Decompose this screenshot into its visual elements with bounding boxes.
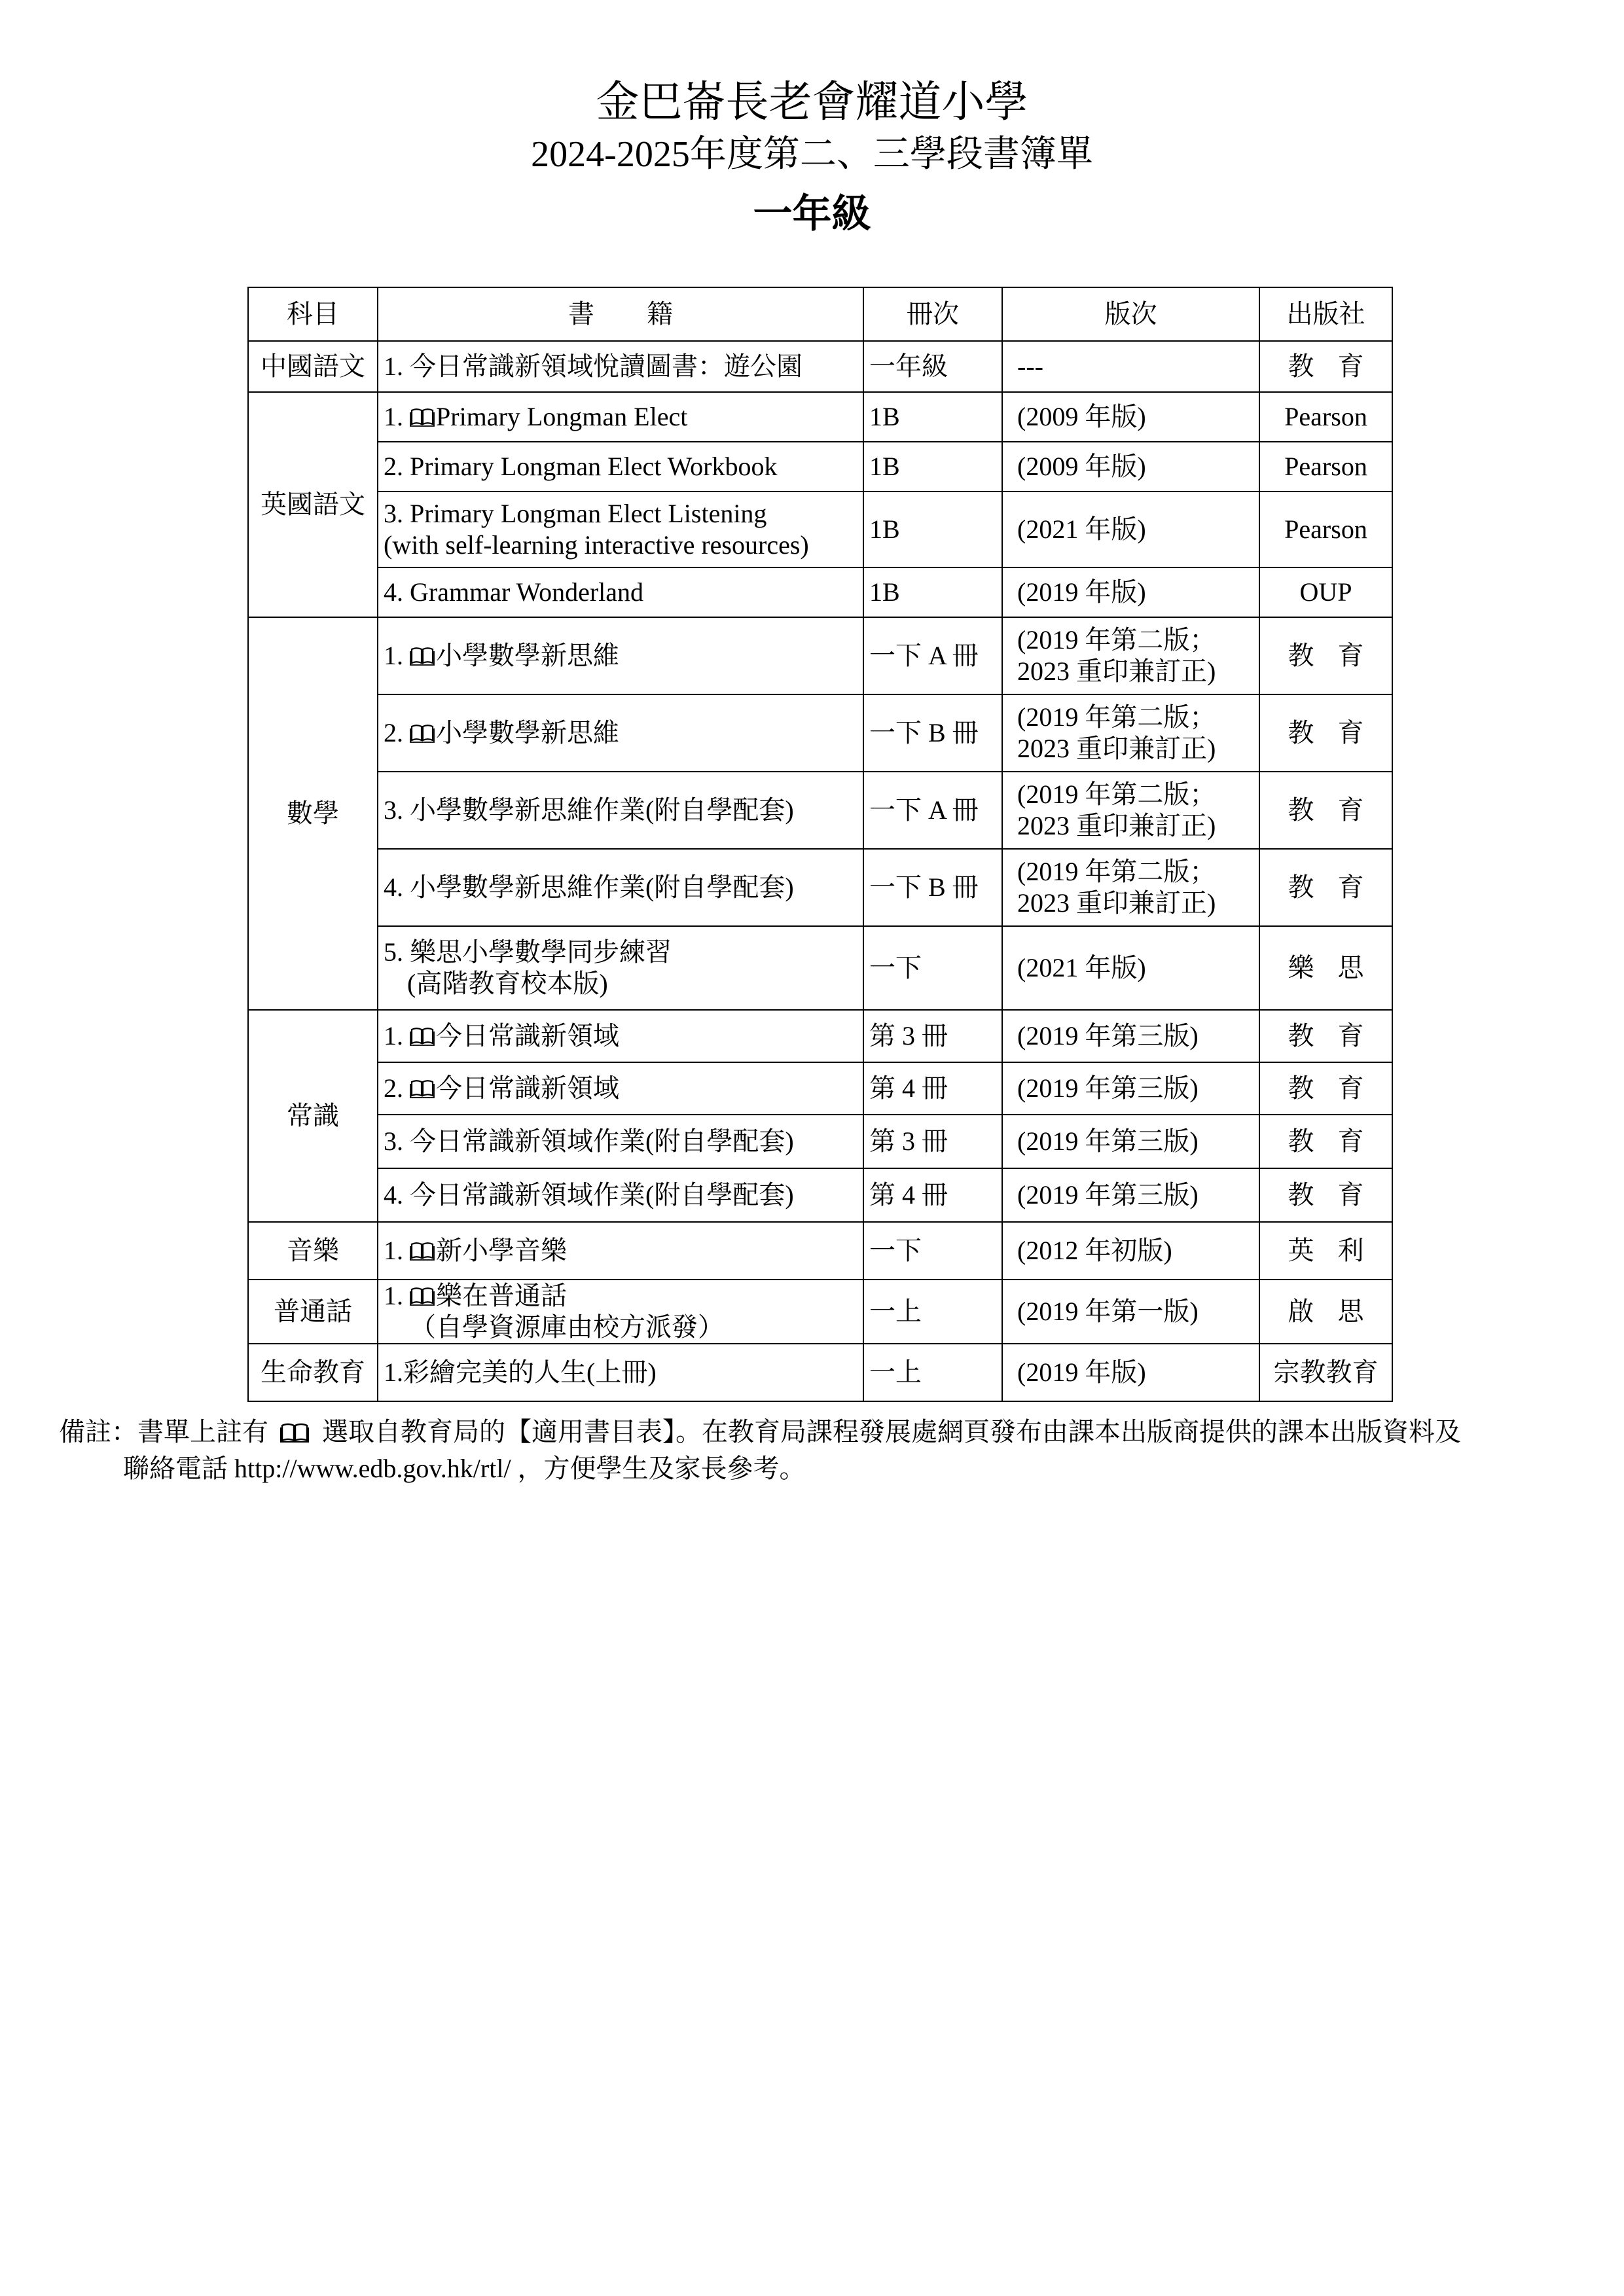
publisher-cell <box>1259 1115 1392 1168</box>
book-title-cell <box>378 694 863 772</box>
volume-cell: 1B <box>863 567 1002 617</box>
edition-line: (2009 年版) <box>1017 452 1146 481</box>
book-number: 1. <box>384 641 410 670</box>
subject-cell: 數學 <box>248 617 378 1010</box>
book-title-cell <box>378 492 863 567</box>
table-row <box>248 442 1392 492</box>
book-title-cell <box>378 1115 863 1168</box>
book-title-text: 今日常識新領域 <box>436 1073 619 1103</box>
publisher-name: 教育 <box>1288 872 1388 902</box>
edition-line: (2019 年第三版) <box>1017 1021 1199 1050</box>
book-title-cell <box>378 1344 863 1401</box>
open-book-icon <box>410 1027 435 1047</box>
subject-cell: 普通話 <box>248 1280 378 1344</box>
edition-cell <box>1002 1222 1259 1280</box>
volume-cell: 第 3 冊 <box>863 1115 1002 1168</box>
book-title-line: 3. Primary Longman Elect Listening <box>384 499 767 528</box>
column-header-publisher: 出版社 <box>1259 287 1392 341</box>
volume-cell: 一下 B 冊 <box>863 694 1002 772</box>
book-title-cell <box>378 392 863 442</box>
table-row <box>248 849 1392 926</box>
book-title-cell <box>378 1222 863 1280</box>
booklist-body <box>248 341 1392 1401</box>
volume-cell: 第 4 冊 <box>863 1062 1002 1115</box>
column-header-edition: 版次 <box>1002 287 1259 341</box>
volume-cell: 一上 <box>863 1344 1002 1401</box>
book-title-cell <box>378 442 863 492</box>
book-title-cell <box>378 849 863 926</box>
edition-cell <box>1002 392 1259 442</box>
edition-line: 2023 重印兼訂正) <box>1017 888 1216 918</box>
school-name: 金巴崙長老會耀道小學 <box>596 79 1028 126</box>
table-row <box>248 926 1392 1010</box>
volume-cell: 第 3 冊 <box>863 1010 1002 1062</box>
edition-line: (2019 年第三版) <box>1017 1126 1199 1156</box>
publisher-name: 教育 <box>1288 1021 1388 1050</box>
subject-cell: 英國語文 <box>248 392 378 617</box>
volume-cell: 1B <box>863 442 1002 492</box>
publisher-cell <box>1259 1280 1392 1344</box>
open-book-icon <box>280 1422 309 1443</box>
book-title-line <box>384 1073 857 1104</box>
edition-cell <box>1002 1280 1259 1344</box>
edition-line: 2023 重印兼訂正) <box>1017 811 1216 840</box>
edition-cell <box>1002 1344 1259 1401</box>
publisher-name: Pearson <box>1284 452 1367 481</box>
remarks-prefix: 備註：書單上註有 <box>59 1417 268 1446</box>
edition-cell <box>1002 567 1259 617</box>
book-title-line: 4. Grammar Wonderland <box>384 577 644 607</box>
volume-cell: 一下 <box>863 1222 1002 1280</box>
book-title-line <box>384 1020 857 1052</box>
book-title-cell <box>378 772 863 849</box>
edition-cell <box>1002 1168 1259 1222</box>
remarks <box>59 1414 1461 1487</box>
book-number: 1. <box>384 402 410 431</box>
subject-cell: 音樂 <box>248 1222 378 1280</box>
table-row <box>248 772 1392 849</box>
publisher-cell <box>1259 1222 1392 1280</box>
open-book-icon <box>410 724 435 744</box>
edition-line: (2019 年版) <box>1017 577 1146 607</box>
subject-cell: 常識 <box>248 1010 378 1222</box>
publisher-name: 宗教教育 <box>1273 1357 1379 1387</box>
table-row <box>248 1168 1392 1222</box>
book-title-text: Primary Longman Elect <box>436 402 688 431</box>
table-row <box>248 492 1392 567</box>
book-title-cell <box>378 567 863 617</box>
table-row <box>248 392 1392 442</box>
book-title-line: 4. 小學數學新思維作業(附自學配套) <box>384 872 794 902</box>
table-row <box>248 1062 1392 1115</box>
volume-cell: 1B <box>863 492 1002 567</box>
column-header-subject: 科目 <box>248 287 378 341</box>
table-row <box>248 567 1392 617</box>
volume-cell: 一下 <box>863 926 1002 1010</box>
publisher-cell <box>1259 567 1392 617</box>
edition-line: (2021 年版) <box>1017 514 1146 544</box>
publisher-cell <box>1259 492 1392 567</box>
edition-line: (2019 年第三版) <box>1017 1073 1199 1103</box>
booklist-table <box>247 287 1393 1402</box>
edition-cell <box>1002 772 1259 849</box>
book-title-cell <box>378 1062 863 1115</box>
open-book-icon <box>410 408 435 427</box>
edition-line: (2019 年版) <box>1017 1357 1146 1387</box>
book-title-line <box>384 717 857 749</box>
book-number: 1. <box>384 1281 410 1310</box>
book-title-line: (高階教育校本版) <box>407 969 608 998</box>
edition-line: --- <box>1017 351 1043 381</box>
book-number: 1. <box>384 1021 410 1050</box>
book-title-line: 3. 今日常識新領域作業(附自學配套) <box>384 1126 794 1156</box>
publisher-cell <box>1259 392 1392 442</box>
edition-cell <box>1002 492 1259 567</box>
edition-line: (2019 年第一版) <box>1017 1297 1199 1326</box>
book-title-cell <box>378 341 863 392</box>
edition-line: (2012 年初版) <box>1017 1236 1172 1265</box>
book-title-cell <box>378 1168 863 1222</box>
book-title-line: 5. 樂思小學數學同步練習 <box>384 937 672 967</box>
table-row <box>248 1222 1392 1280</box>
table-row <box>248 694 1392 772</box>
edition-cell <box>1002 849 1259 926</box>
remarks-suffix: 選取自教育局的【適用書目表】。在教育局課程發展處網頁發布由課本出版商提供的課本出版資料及 <box>322 1417 1461 1446</box>
publisher-name: 英利 <box>1288 1236 1388 1265</box>
edition-line: (2021 年版) <box>1017 953 1146 982</box>
subject-cell: 生命教育 <box>248 1344 378 1401</box>
publisher-cell <box>1259 772 1392 849</box>
edition-line: (2019 年第二版； <box>1017 702 1216 732</box>
edition-cell <box>1002 617 1259 694</box>
publisher-cell <box>1259 617 1392 694</box>
publisher-name: OUP <box>1299 577 1352 607</box>
book-title-line <box>384 640 857 672</box>
edition-line: 2023 重印兼訂正) <box>1017 734 1216 763</box>
volume-cell: 第 4 冊 <box>863 1168 1002 1222</box>
book-title-cell <box>378 1010 863 1062</box>
publisher-name: 教育 <box>1288 641 1388 670</box>
publisher-name: 樂思 <box>1288 953 1388 982</box>
publisher-cell <box>1259 1344 1392 1401</box>
table-row <box>248 1115 1392 1168</box>
publisher-cell <box>1259 849 1392 926</box>
book-title-line <box>384 1280 857 1312</box>
edition-cell <box>1002 1062 1259 1115</box>
remarks-line-2: 聯絡電話 http://www.edb.gov.hk/rtl/ ，方便學生及家長參考。 <box>123 1454 806 1483</box>
column-header-volume: 冊次 <box>863 287 1002 341</box>
book-title-text: 小學數學新思維 <box>436 641 619 670</box>
book-title-line: 2. Primary Longman Elect Workbook <box>384 452 778 481</box>
table-row <box>248 1344 1392 1401</box>
publisher-name: 教育 <box>1288 1126 1388 1156</box>
grade-title: 一年級 <box>753 192 871 236</box>
publisher-cell <box>1259 1062 1392 1115</box>
edition-cell <box>1002 341 1259 392</box>
book-title-line: 1. 今日常識新領域悅讀圖書：遊公園 <box>384 351 803 381</box>
publisher-name: 教育 <box>1288 1073 1388 1103</box>
book-title-line <box>384 1235 857 1266</box>
book-title-cell <box>378 1280 863 1344</box>
publisher-name: Pearson <box>1284 514 1367 544</box>
book-number: 2. <box>384 1073 410 1103</box>
table-row <box>248 341 1392 392</box>
book-title-line: 3. 小學數學新思維作業(附自學配套) <box>384 795 794 825</box>
book-title-line: 1.彩繪完美的人生(上冊) <box>384 1357 657 1387</box>
open-book-icon <box>410 1079 435 1099</box>
edition-cell <box>1002 1115 1259 1168</box>
open-book-icon <box>410 1242 435 1261</box>
volume-cell: 一上 <box>863 1280 1002 1344</box>
booklist-title: 2024-2025年度第二、三學段書簿單 <box>531 134 1093 175</box>
publisher-name: 啟思 <box>1288 1297 1388 1326</box>
publisher-cell <box>1259 341 1392 392</box>
book-title-cell <box>378 617 863 694</box>
edition-line: (2009 年版) <box>1017 402 1146 431</box>
publisher-cell <box>1259 1010 1392 1062</box>
publisher-cell <box>1259 1168 1392 1222</box>
volume-cell: 一年級 <box>863 341 1002 392</box>
publisher-name: 教育 <box>1288 351 1388 381</box>
publisher-name: Pearson <box>1284 402 1367 431</box>
book-title-cell <box>378 926 863 1010</box>
book-title-line: 4. 今日常識新領域作業(附自學配套) <box>384 1180 794 1210</box>
volume-cell: 一下 B 冊 <box>863 849 1002 926</box>
publisher-name: 教育 <box>1288 795 1388 825</box>
book-title-line: (with self-learning interactive resources) <box>384 530 809 560</box>
book-title-line: （自學資源庫由校方派發） <box>410 1312 724 1342</box>
edition-cell <box>1002 442 1259 492</box>
edition-line: 2023 重印兼訂正) <box>1017 656 1216 686</box>
book-number: 2. <box>384 718 410 747</box>
table-row <box>248 1280 1392 1344</box>
book-number: 1. <box>384 1236 410 1265</box>
volume-cell: 一下 A 冊 <box>863 772 1002 849</box>
volume-cell: 1B <box>863 392 1002 442</box>
edition-line: (2019 年第二版； <box>1017 857 1216 886</box>
table-row <box>248 1010 1392 1062</box>
book-title-text: 小學數學新思維 <box>436 718 619 747</box>
publisher-name: 教育 <box>1288 1180 1388 1210</box>
book-title-line <box>384 401 857 433</box>
volume-cell: 一下 A 冊 <box>863 617 1002 694</box>
publisher-cell <box>1259 926 1392 1010</box>
edition-cell <box>1002 1010 1259 1062</box>
book-title-text: 樂在普通話 <box>436 1281 567 1310</box>
publisher-cell <box>1259 694 1392 772</box>
subject-cell: 中國語文 <box>248 341 378 392</box>
open-book-icon <box>410 647 435 666</box>
edition-line: (2019 年第二版； <box>1017 625 1216 655</box>
book-title-text: 今日常識新領域 <box>436 1021 619 1050</box>
table-header-row <box>248 287 1392 341</box>
edition-line: (2019 年第三版) <box>1017 1180 1199 1210</box>
remarks-line-1 <box>59 1414 1461 1450</box>
publisher-cell <box>1259 442 1392 492</box>
column-header-book: 書 籍 <box>378 287 863 341</box>
open-book-icon <box>410 1287 435 1306</box>
edition-line: (2019 年第二版； <box>1017 780 1216 809</box>
publisher-name: 教育 <box>1288 718 1388 747</box>
edition-cell <box>1002 694 1259 772</box>
table-row <box>248 617 1392 694</box>
book-title-text: 新小學音樂 <box>436 1236 567 1265</box>
edition-cell <box>1002 926 1259 1010</box>
